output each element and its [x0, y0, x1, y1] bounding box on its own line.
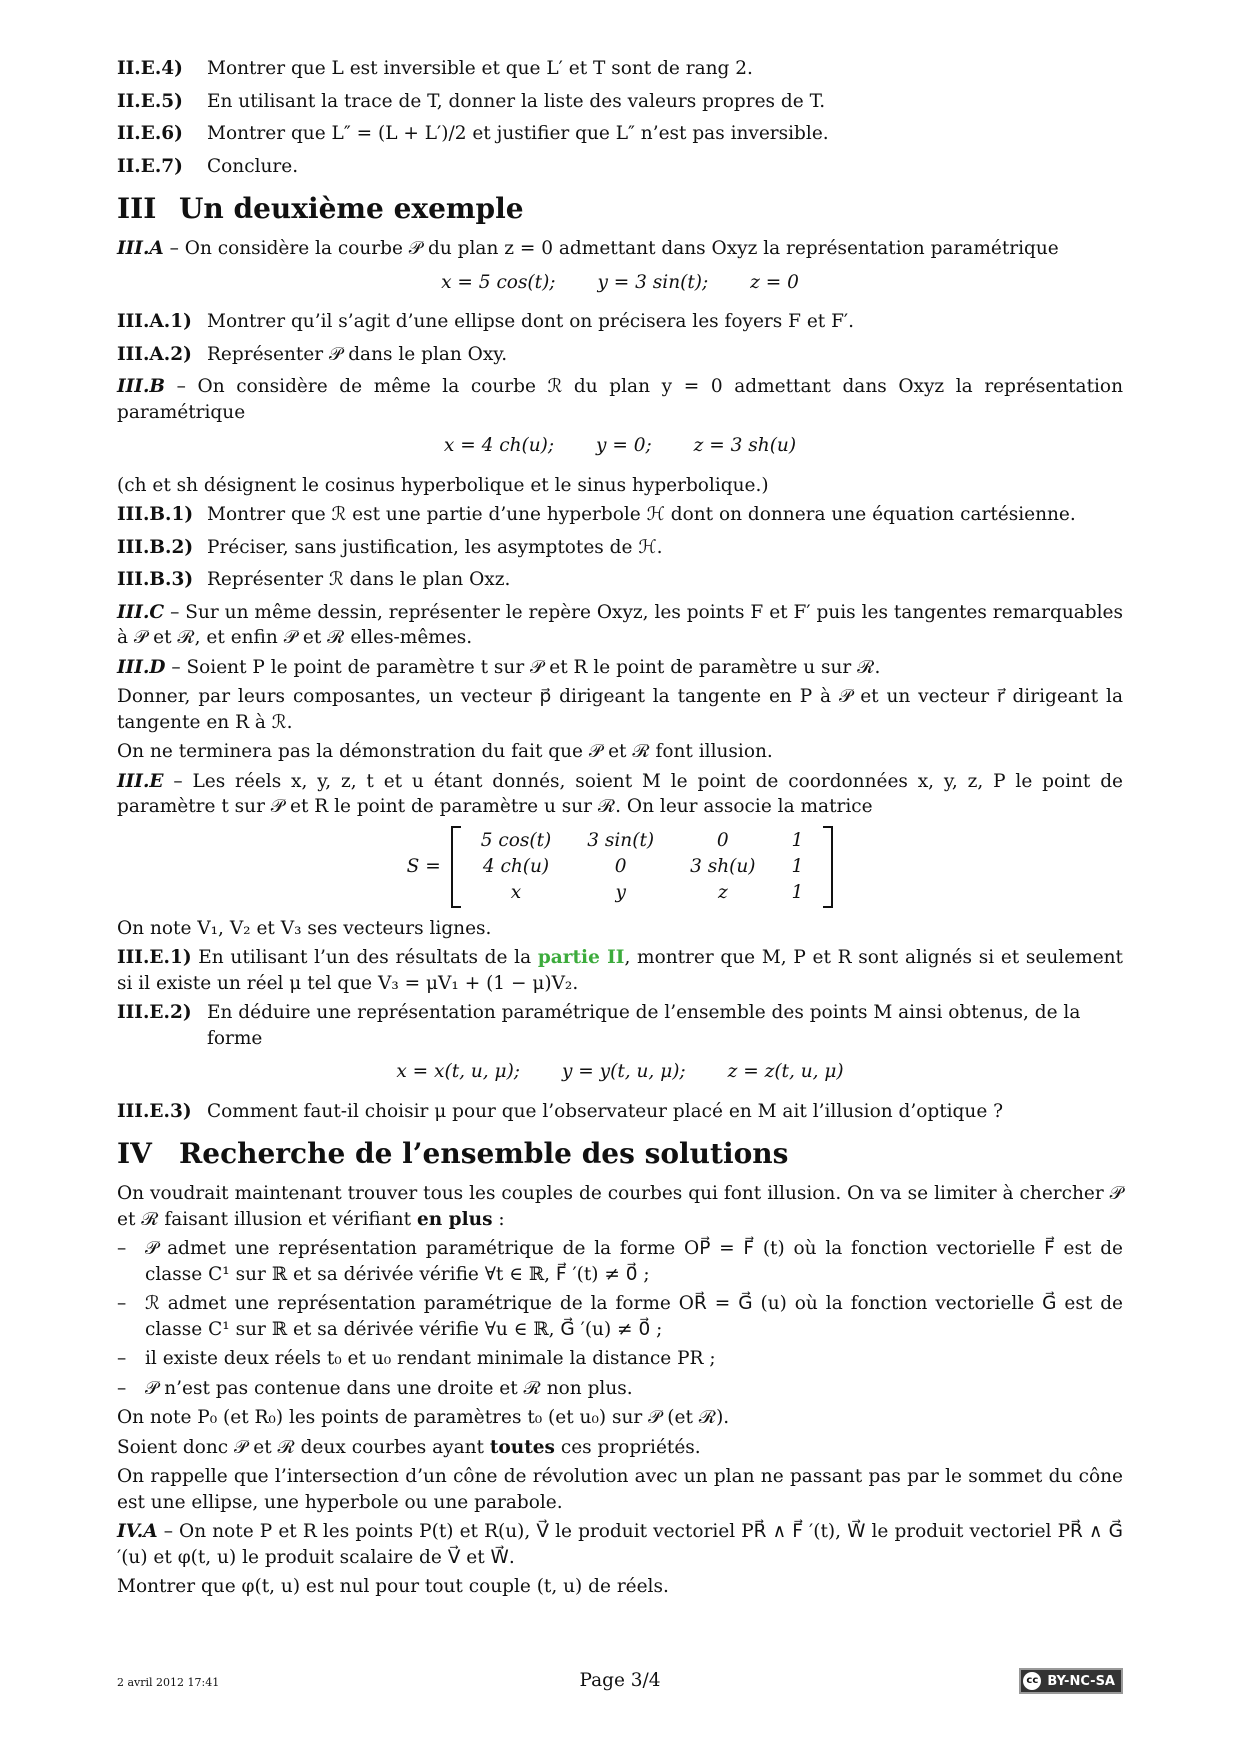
question-text: Représenter ℛ dans le plan Oxz.	[207, 569, 511, 590]
properties-end: ces propriétés.	[554, 1436, 701, 1458]
part-dash: –	[171, 656, 181, 678]
question-label: III.E.2)	[117, 1002, 192, 1023]
part-label: III.A	[117, 238, 164, 259]
question-text: En déduire une représentation paramétrique de l’ensemble des points M ainsi obtenus, de la forme	[207, 1002, 1081, 1049]
question-text: En utilisant l’un des résultats de la	[198, 947, 532, 968]
part-dash: –	[170, 601, 180, 623]
paragraph-P0-R0: On note P₀ (et R₀) les points de paramètres t₀ (et u₀) sur 𝒫 (et ℛ).	[117, 1407, 730, 1428]
list-item: – ℛ admet une représentation paramétrique de la forme OR⃗ = G⃗ (u) où la fonction vectorielle G⃗ est de classe C¹ sur ℝ et sa dérivée vérifie ∀u ∈ ℝ, G⃗ ′(u) ≠ 0⃗ ;	[117, 1291, 1123, 1342]
question-III-E-1	[117, 945, 1123, 996]
properties-bold: toutes	[489, 1436, 555, 1458]
equation-term: x = 5 cos(t);	[441, 271, 556, 293]
question-text-cont: , montrer que M, P et R sont alignés si et seulement si il existe un réel μ tel que V₃ = μV₁ + (1 − μ)V₂.	[117, 947, 1123, 994]
part-dash: –	[169, 238, 179, 259]
matrix-cell: 0	[716, 829, 729, 851]
section-number: IV	[117, 1137, 152, 1170]
matrix-row	[463, 828, 822, 854]
question-label: II.E.7)	[117, 155, 183, 177]
document-page	[117, 56, 1123, 1604]
question-label: II.E.5)	[117, 90, 183, 112]
question-text: Conclure.	[207, 155, 299, 177]
license-text: BY-NC-SA	[1047, 1673, 1115, 1689]
part-label: III.D	[117, 656, 166, 678]
part-III-E	[117, 769, 1123, 820]
paragraph-tangent-vectors: Donner, par leurs composantes, un vecteur p⃗ dirigeant la tangente en P à 𝒫 et un vecteur r⃗ dirigeant la tangente en R à ℛ.	[117, 686, 1123, 733]
equation-term: z = 0	[750, 271, 799, 293]
section-number: III	[117, 192, 157, 225]
part-label: III.B	[117, 376, 166, 397]
equation-term: z = z(t, u, μ)	[727, 1061, 844, 1082]
question-label: III.B.2)	[117, 536, 194, 558]
part-III-A	[117, 236, 1123, 262]
question-label: III.B.3)	[117, 569, 194, 590]
list-item: – il existe deux réels t₀ et u₀ rendant minimale la distance PR ;	[117, 1346, 1123, 1372]
intro-text: On voudrait maintenant trouver tous les couples de courbes qui font illusion. On va se limiter à chercher 𝒫 et ℛ faisant illusion et vérifiant	[117, 1183, 1123, 1230]
question-text: Montrer que L est inversible et que L′ et T sont de rang 2.	[207, 58, 753, 79]
equation-term: y = y(t, u, μ);	[561, 1061, 686, 1082]
partie-II-link[interactable]: partie II	[537, 947, 625, 968]
part-text: On considère de même la courbe ℛ du plan y = 0 admettant dans Oxyz la représentation paramétrique	[117, 376, 1123, 423]
equation-hyperbola	[117, 433, 1123, 459]
question-III-E-3	[117, 1099, 1123, 1125]
footer-date: 2 avril 2012 17:41	[117, 1676, 220, 1689]
question-text: Comment faut-il choisir μ pour que l’observateur placé en M ait l’illusion d’optique ?	[207, 1100, 1004, 1122]
matrix-cell: 5 cos(t)	[480, 829, 552, 851]
section-title: Un deuxième exemple	[179, 192, 524, 225]
matrix-cell: x	[510, 881, 522, 903]
paragraph-properties	[117, 1435, 1123, 1461]
matrix-cell: 3 sh(u)	[690, 855, 756, 877]
part-III-C	[117, 600, 1123, 651]
part-text: Sur un même dessin, représenter le repère Oxyz, les points F et F′ puis les tangentes remarquables à 𝒫 et ℛ, et enfin 𝒫 et ℛ elles-mêmes.	[117, 601, 1124, 648]
page-number: Page 3/4	[579, 1670, 661, 1691]
question-text: Préciser, sans justification, les asymptotes de ℋ.	[207, 536, 663, 558]
paragraph-phi-zero: Montrer que φ(t, u) est nul pour tout couple (t, u) de réels.	[117, 1576, 669, 1597]
question-II-E-7	[117, 154, 1123, 180]
part-dash: –	[163, 1521, 173, 1542]
part-dash: –	[176, 376, 186, 397]
part-text: On considère la courbe 𝒫 du plan z = 0 admettant dans Oxyz la représentation paramétrique	[184, 238, 1059, 259]
question-text: Montrer qu’il s’agit d’une ellipse dont on précisera les foyers F et F′.	[207, 311, 855, 332]
question-text: En utilisant la trace de T, donner la liste des valeurs propres de T.	[207, 90, 826, 112]
list-item: – 𝒫 admet une représentation paramétrique de la forme OP⃗ = F⃗ (t) où la fonction vectorielle F⃗ est de classe C¹ sur ℝ et sa dérivée vérifie ∀t ∈ ℝ, F⃗ ′(t) ≠ 0⃗ ;	[117, 1236, 1123, 1287]
equation-term: y = 3 sin(t);	[597, 271, 709, 293]
question-III-A-1	[117, 309, 1123, 335]
question-label: II.E.4)	[117, 58, 183, 79]
part-IV-A	[117, 1519, 1123, 1570]
question-label: III.A.2)	[117, 343, 192, 365]
question-text: Montrer que ℛ est une partie d’une hyperbole ℋ dont on donnera une équation cartésienne.	[207, 504, 1076, 525]
matrix-body	[451, 826, 834, 908]
part-text: Les réels x, y, z, t et u étant donnés, soient M le point de coordonnées x, y, z, P le point de paramètre t sur 𝒫 et R le point de paramètre u sur ℛ. On leur associe la matrice	[117, 770, 1123, 817]
question-text: Représenter 𝒫 dans le plan Oxy.	[207, 343, 508, 365]
page-footer	[117, 1670, 1123, 1696]
intro-end: :	[492, 1208, 505, 1230]
paragraph-intro-IV	[117, 1181, 1123, 1232]
question-text: Montrer que L″ = (L + L′)/2 et justifier que L″ n’est pas inversible.	[207, 123, 829, 144]
creative-commons-icon: cc	[1023, 1672, 1041, 1690]
license-badge[interactable]	[1019, 1668, 1123, 1694]
part-text: On note P et R les points P(t) et R(u), V⃗ le produit vectoriel PR⃗ ∧ F⃗ ′(t), W⃗ le produit vectoriel PR⃗ ∧ G⃗ ′(u) et φ(t, u) le produit scalaire de V⃗ et W⃗.	[117, 1521, 1123, 1568]
section-heading-III	[117, 192, 1123, 226]
question-III-A-2	[117, 342, 1123, 368]
matrix-label: S =	[406, 855, 441, 877]
matrix-cell: y	[615, 881, 626, 903]
question-II-E-6	[117, 121, 1123, 147]
section-title: Recherche de l’ensemble des solutions	[179, 1137, 789, 1170]
question-label: II.E.6)	[117, 123, 183, 144]
list-item: – 𝒫 n’est pas contenue dans une droite et ℛ non plus.	[117, 1376, 1123, 1402]
question-label: III.B.1)	[117, 504, 194, 525]
note-ch-sh: (ch et sh désignent le cosinus hyperbolique et le sinus hyperbolique.)	[117, 474, 769, 496]
question-II-E-4	[117, 56, 1123, 82]
matrix-cell: 1	[791, 829, 804, 851]
question-II-E-5	[117, 89, 1123, 115]
equation-term: y = 0;	[596, 435, 652, 456]
question-III-B-2	[117, 535, 1123, 561]
paragraph-cone-reminder: On rappelle que l’intersection d’un cône de révolution avec un plan ne passant pas par le sommet du cône est une ellipse, une hyperbole ou une parabole.	[117, 1466, 1123, 1513]
conditions-list	[117, 1236, 1123, 1401]
part-text: Soient P le point de paramètre t sur 𝒫 et R le point de paramètre u sur ℛ.	[186, 656, 881, 678]
matrix-cell: z	[717, 881, 728, 903]
matrix-cell: 1	[791, 855, 804, 877]
matrix-cell: 0	[614, 855, 627, 877]
part-dash: –	[173, 770, 183, 792]
intro-bold: en plus	[417, 1208, 493, 1230]
question-label: III.A.1)	[117, 311, 192, 332]
part-label: III.C	[117, 601, 165, 623]
equation-term: x = x(t, u, μ);	[396, 1061, 521, 1082]
equation-term: x = 4 ch(u);	[443, 435, 555, 456]
part-III-B	[117, 374, 1123, 425]
properties-text: Soient donc 𝒫 et ℛ deux courbes ayant	[117, 1436, 484, 1458]
question-III-B-3	[117, 567, 1123, 593]
equation-parametric-M	[117, 1059, 1123, 1085]
equation-ellipse	[117, 270, 1123, 296]
matrix-cell: 1	[791, 881, 804, 903]
question-label: III.E.1)	[117, 947, 192, 968]
part-III-D	[117, 655, 1123, 681]
matrix-row	[463, 854, 822, 880]
matrix-cell: 3 sin(t)	[587, 829, 655, 851]
section-heading-IV	[117, 1137, 1123, 1171]
matrix-S	[117, 826, 1123, 908]
question-III-B-1	[117, 502, 1123, 528]
equation-term: z = 3 sh(u)	[693, 435, 797, 456]
part-label: IV.A	[117, 1521, 158, 1542]
question-label: III.E.3)	[117, 1100, 192, 1122]
matrix-row	[463, 880, 822, 906]
note-row-vectors: On note V₁, V₂ et V₃ ses vecteurs lignes.	[117, 917, 492, 939]
matrix-cell: 4 ch(u)	[482, 855, 550, 877]
question-III-E-2	[117, 1000, 1123, 1051]
paragraph-illusion-note: On ne terminera pas la démonstration du fait que 𝒫 et ℛ font illusion.	[117, 741, 773, 762]
part-label: III.E	[117, 770, 164, 792]
